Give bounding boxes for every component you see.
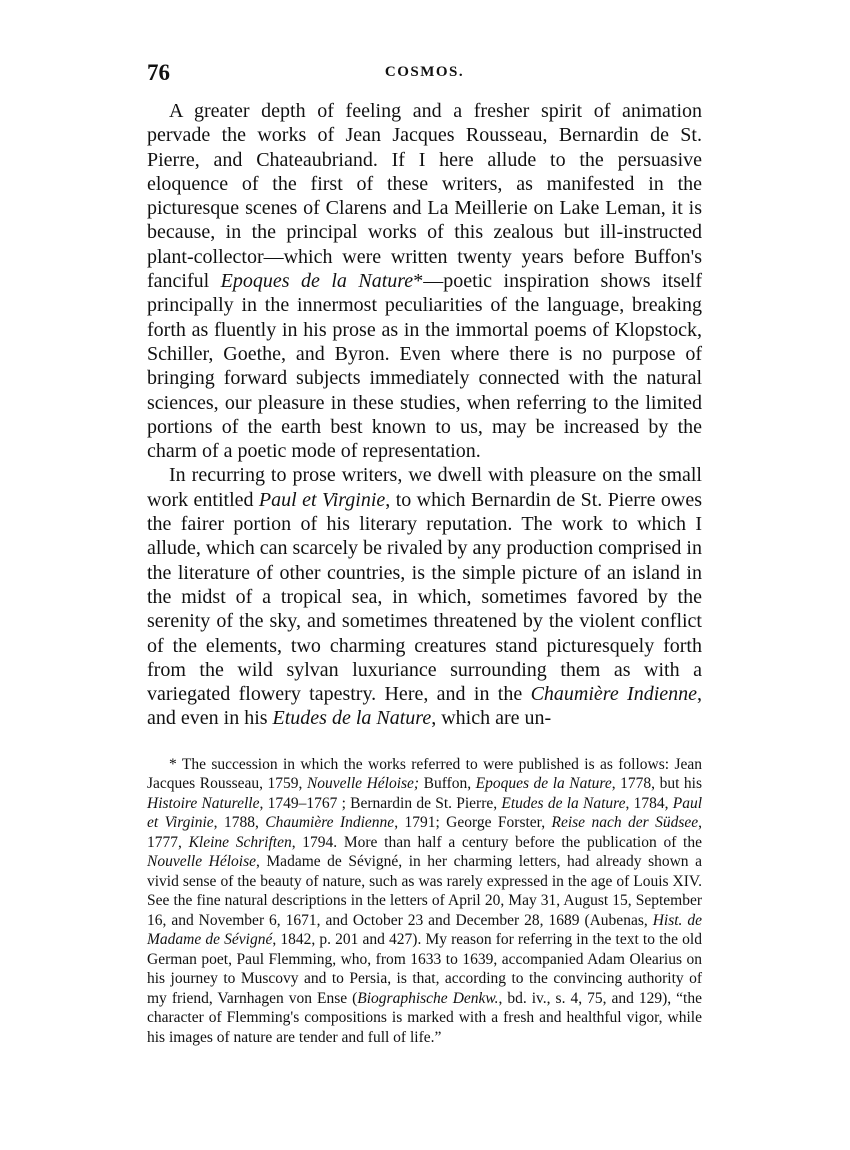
text-run: In recurring to prose writers, we dwell with pleasure on the small work entitled (147, 464, 702, 511)
italic-title: Chaumière Indienne (265, 814, 395, 832)
italic-title: Hist. de Madame de Sévigné (147, 911, 703, 949)
text-run: A greater depth of feeling and a fresher spirit of animation pervade the works of Jean Jacques Rousseau, Bernardin de St. Pierre, and Chateaubriand. If I here allude to the persuasive eloquence of the first of these writers, as manifested in the picturesque scenes of Clarens and La Meillerie on Lake Leman, it is because, in the principal works of this zealous but ill-instructed plant-collector—which were written twenty years before Buffon's fanciful (147, 100, 702, 293)
paragraph (147, 99, 702, 463)
page-number: 76 (147, 60, 170, 85)
text-run: * The succession in which the works referred to were published is as follows: Jean Jacques Rousseau, 1759, (147, 755, 702, 793)
text-run: , bd. iv., s. 4, 75, and 129), “the character of Flemming's compositions is marked with a fresh and healthful vigor, while his images of nature are tender and full of life.” (147, 989, 702, 1046)
text-run: , 1791; George Forster, (394, 814, 552, 832)
page-header (147, 60, 702, 90)
text-run: , and even in his (147, 683, 703, 730)
italic-title: Nouvelle Héloise; (306, 775, 420, 793)
italic-title: Kleine Schriften (188, 833, 292, 851)
body-text (147, 99, 702, 731)
footnote (147, 755, 702, 1048)
text-run: , 1778, but his (611, 775, 702, 793)
paragraph (147, 463, 702, 730)
text-run: , 1749–1767 ; Bernardin de St. Pierre, (259, 794, 502, 812)
text-run: , 1794. More than half a century before the publication of the (291, 833, 702, 851)
italic-title: Biographische Denkw. (357, 989, 499, 1007)
text-run: , 1777, (147, 814, 702, 851)
text-run: , Madame de Sévigné, in her charming letters, had already shown a vivid sense of the beauty of nature, such as was rarely expressed in the age of Louis XIV. See the fine natural descriptions in the letters of April 20, May 31, August 15, September 16, and November 6, 1671, and October 23 and December 28, 1689 (Aubenas, (147, 853, 702, 929)
italic-title: Nouvelle Héloise (147, 853, 256, 871)
text-run: , 1842, p. 201 and 427). My reason for referring in the text to the old German poet, Paul Flemming, who, from 1633 to 1639, accompanied Adam Olearius on his journey to Muscovy and to Persia, is that, according to the convincing authority of my friend, Varnhagen von Ense ( (147, 931, 702, 1007)
italic-title: Chaumière Indienne (530, 683, 698, 706)
italic-title: Paul et Virginie (258, 488, 386, 511)
italic-title: Etudes de la Nature (501, 794, 626, 812)
italic-title: Reise nach der Südsee (551, 814, 699, 832)
footnotes (147, 755, 702, 1048)
italic-title: Paul et Virginie (147, 794, 703, 832)
italic-title: Etudes de la Nature (272, 707, 432, 730)
book-page (147, 60, 702, 1047)
italic-title: Histoire Naturelle (147, 794, 260, 812)
text-run: , 1788, (213, 814, 266, 832)
italic-title: Epoques de la Nature (220, 270, 414, 293)
text-run: *—poetic inspiration shows itself principally in the innermost peculiarities of the language, breaking forth as fluently in his prose as in the immortal poems of Klopstock, Schiller, Goethe, and Byron. Even where there is no purpose of bringing forward subjects immediately connected with the natural sciences, our pleasure in these studies, when referring to the limited portions of the earth best known to us, may be increased by the charm of a poetic mode of representation. (147, 270, 703, 463)
text-run: , to which Bernardin de St. Pierre owes the fairer portion of his literary reputation. The work to which I allude, which can scarcely be rivaled by any production comprised in the literature of other countries, is the simple picture of an island in the midst of a tropical sea, in which, sometimes favored by the serenity of the sky, and sometimes threatened by the violent conflict of the elements, two charming creatures stand picturesquely forth from the wild sylvan luxuriance surrounding them as with a variegated flowery tapestry. Here, and in the (147, 488, 702, 706)
italic-title: Epoques de la Nature (475, 775, 612, 793)
text-run: , 1784, (625, 794, 673, 812)
text-run: , which are un- (431, 707, 552, 730)
text-run: Buffon, (419, 775, 476, 793)
running-head: COSMOS. (384, 64, 465, 80)
